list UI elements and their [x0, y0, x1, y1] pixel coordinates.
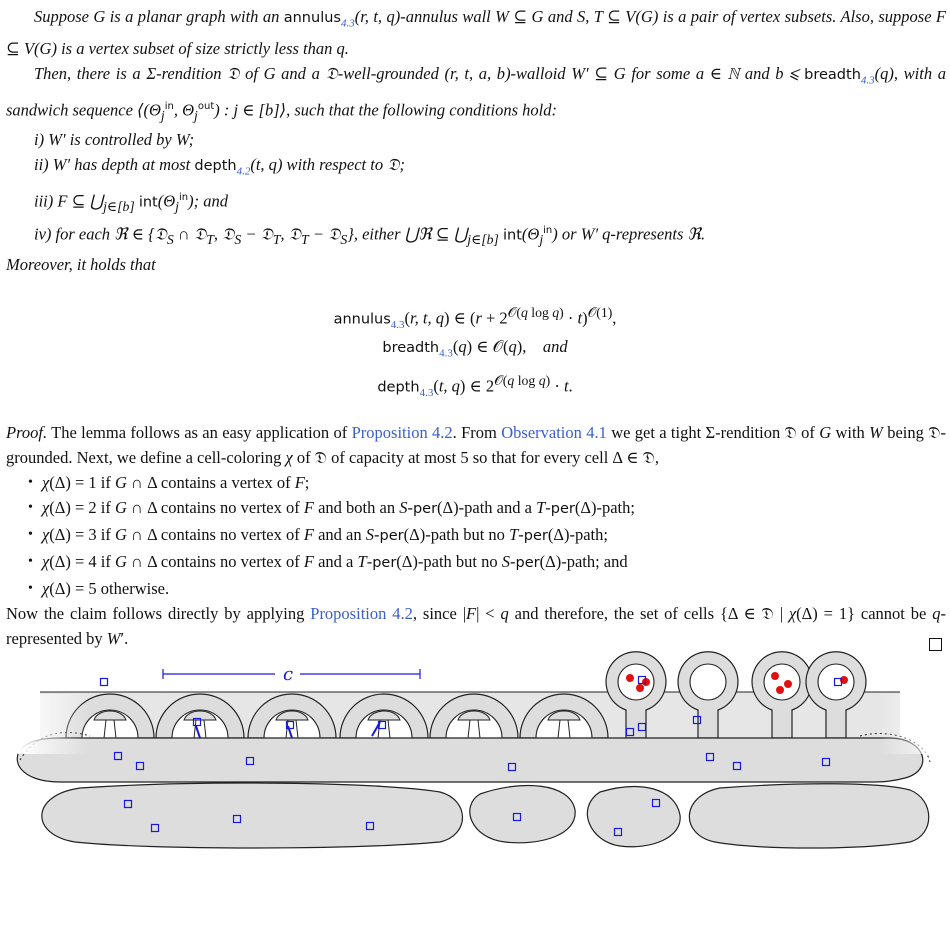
ref-4-3[interactable]: 4.3	[860, 74, 875, 87]
ref-4-3[interactable]: 4.3	[419, 386, 434, 399]
red-vertex	[636, 684, 644, 692]
disc-2	[470, 786, 575, 843]
lemma-p1: Suppose G is a planar graph with an annulus$_{4.3}$(r, t, q)-annulus wall W ⊆ G and S, T ⊆ V(G) is a pair of vertex subsets. Also, suppose F ⊆ V(G) is a vertex subset of size strictly less than q.	[6, 7, 947, 59]
disc-4	[689, 784, 928, 848]
proof-intro: Proof. The lemma follows as an easy application of Proposition 4.2. From Observation 4.1 we get a tight Σ-rendition 𝔇 of G with W being 𝔇-grounded. Next, we define a cell-coloring χ of 𝔇 of capacity at most 5 so that for every cell Δ ∈ 𝔇,	[6, 423, 946, 467]
lemma-statement	[6, 4, 946, 277]
lemma-item-ii: ii) W′ has depth at most depth$_{4.2}$(t, q) with respect to 𝔇;	[34, 155, 405, 178]
lemma-item-iii: iii) F ⊆ $⋃_{j\in[b]}$ $int(\Theta_j^{in})$; and	[34, 191, 228, 214]
ref-4-3[interactable]: 4.3	[340, 17, 355, 30]
proof-bullet-4: • χ(Δ) = 4 if G ∩ Δ contains no vertex of F and a T-per(Δ)-path but no S-per(Δ)-path; and	[6, 549, 946, 576]
lemma-item-iv: iv) for each ℜ ∈ {𝔇$_S$ ∩ 𝔇$_T$, 𝔇$_S$ − 𝔇$_T$, 𝔇$_T$ − 𝔇$_S$}, either ⋃ℜ ⊆ $⋃_{j\in[b]}$ $int(\Theta_j^{in})$ or W′ q-represents ℜ.	[34, 224, 706, 248]
ref-4-3[interactable]: 4.3	[390, 318, 405, 331]
c-label: c	[282, 664, 294, 685]
proof-bullet-1: • χ(Δ) = 1 if G ∩ Δ contains a vertex of F;	[6, 470, 946, 495]
lemma-moreover: Moreover, it holds that	[6, 255, 156, 275]
ref-4-2[interactable]: 4.2	[236, 165, 251, 178]
display-depth: depth$_{4.3}$(t, q) ∈ $2^{𝒪(q log q)} \cdot t$.	[377, 373, 573, 399]
lemma-item-i: i) W′ is controlled by W;	[34, 130, 195, 150]
proof-bullet-2: • χ(Δ) = 2 if G ∩ Δ contains no vertex of F and both an S-per(Δ)-path and a T-per(Δ)-path;	[6, 495, 946, 522]
display-math	[0, 296, 950, 398]
disc-1	[42, 783, 463, 848]
proof-outro: Now the claim follows directly by applying Proposition 4.2, since |F| < q and therefore, the set of cells {Δ ∈ 𝔇 | χ(Δ) = 1} cannot be q-represented by W′.	[6, 601, 946, 651]
ref-4-3[interactable]: 4.3	[439, 347, 453, 360]
vertex-square	[101, 679, 108, 686]
disc-3	[587, 787, 680, 847]
proof-bullet-5: • χ(Δ) = 5 otherwise.	[6, 576, 946, 601]
display-breadth: breadth$_{4.3}$(q) ∈ 𝒪(q), and	[382, 337, 568, 360]
walloid-figure	[0, 610, 950, 940]
link-proposition-4-2[interactable]: Proposition 4.2	[310, 604, 413, 623]
proof-bullet-3: • χ(Δ) = 3 if G ∩ Δ contains no vertex of F and an S-per(Δ)-path but no T-per(Δ)-path;	[6, 522, 946, 549]
display-annulus: annulus$_{4.3}$(r, t, q) ∈ $(r + 2^{𝒪(q log q)} \cdot t)^{𝒪(1)}$,	[333, 305, 617, 331]
annulus-front	[17, 738, 923, 782]
red-vertex	[771, 672, 779, 680]
red-vertex	[626, 674, 634, 682]
red-vertex	[784, 680, 792, 688]
red-vertex	[776, 686, 784, 694]
link-proposition-4-2[interactable]: Proposition 4.2	[351, 423, 453, 442]
link-observation-4-1[interactable]: Observation 4.1	[501, 423, 607, 442]
lemma-p2: Then, there is a Σ-rendition 𝔇 of G and a 𝔇-well-grounded (r, t, a, b)-walloid W′ ⊆ G for some a ∈ ℕ and b ⩽ breadth$_{4.3}$(q), with a sandwich sequence $⟨(\Theta_j^{in}$, $\Theta_j^{out}$) : j ∈ [b]⟩, such that the following conditions hold:	[6, 64, 947, 123]
